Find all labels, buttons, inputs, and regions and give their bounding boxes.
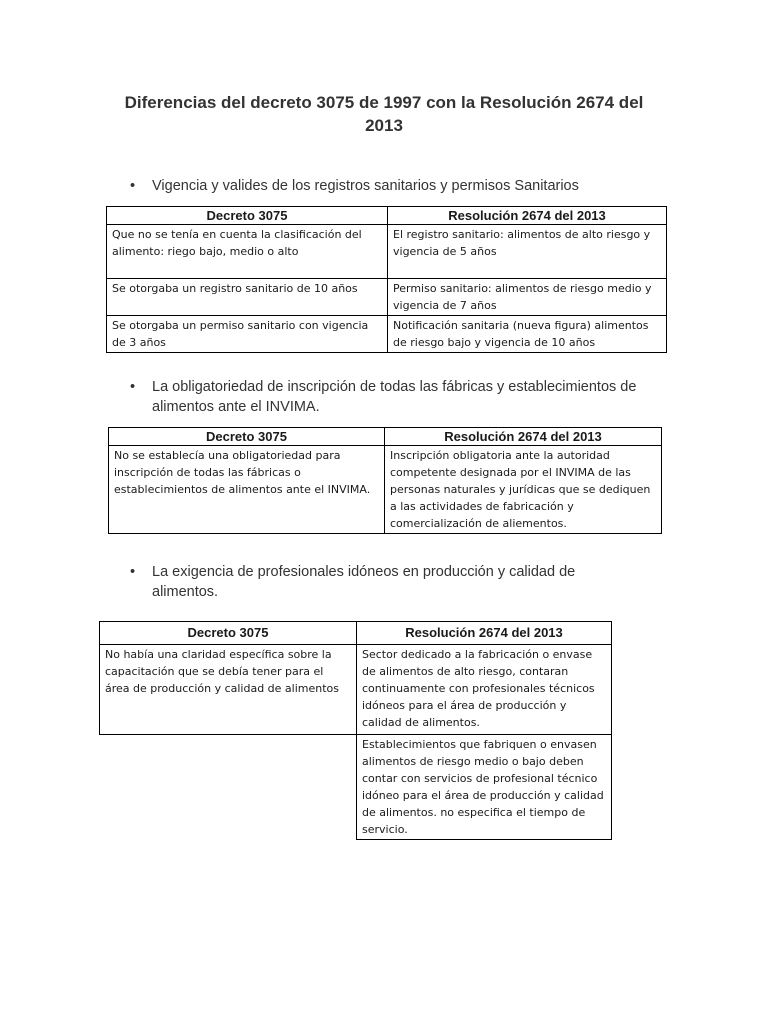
column-header: Resolución 2674 del 2013 <box>385 428 662 446</box>
table-row <box>109 446 662 534</box>
comparison-table <box>106 206 667 353</box>
table-cell: Permiso sanitario: alimentos de riesgo medio y vigencia de 7 años <box>388 279 667 316</box>
column-header: Resolución 2674 del 2013 <box>388 207 667 225</box>
table-row <box>100 735 612 840</box>
table-header-row <box>109 428 662 446</box>
bullet-icon: • <box>130 564 136 580</box>
bullet-text: Vigencia y valides de los registros sanitarios y permisos Sanitarios <box>152 178 579 194</box>
table-cell: El registro sanitario: alimentos de alto riesgo y vigencia de 5 años <box>388 225 667 279</box>
table-cell: Que no se tenía en cuenta la clasificación del alimento: riego bajo, medio o alto <box>107 225 388 279</box>
column-header: Decreto 3075 <box>109 428 385 446</box>
column-header: Resolución 2674 del 2013 <box>357 622 612 645</box>
bullet-item <box>130 562 590 602</box>
table-cell: No se establecía una obligatoriedad para inscripción de todas las fábricas o establecimientos de alimentos ante el INVIMA. <box>109 446 385 534</box>
table-cell: Establecimientos que fabriquen o envasen alimentos de riesgo medio o bajo deben contar con servicios de profesional técnico idóneo para el área de producción y calidad de alimentos. no especifica el tiempo de servicio. <box>357 735 612 840</box>
document-title: Diferencias del decreto 3075 de 1997 con la Resolución 2674 del 2013 <box>124 93 644 135</box>
table-row <box>100 645 612 735</box>
bullet-item <box>130 377 670 417</box>
table-header-row <box>107 207 667 225</box>
table-cell: Se otorgaba un permiso sanitario con vigencia de 3 años <box>107 316 388 353</box>
comparison-table <box>99 621 612 840</box>
table-cell: Notificación sanitaria (nueva figura) alimentos de riesgo bajo y vigencia de 10 años <box>388 316 667 353</box>
comparison-table <box>108 427 662 534</box>
table-row <box>107 225 667 279</box>
table-cell: Inscripción obligatoria ante la autoridad competente designada por el INVIMA de las personas naturales y jurídicas que se dediquen a las actividades de fabricación y comercialización de aliementos. <box>385 446 662 534</box>
table-cell: Sector dedicado a la fabricación o envase de alimentos de alto riesgo, contaran continuamente con profesionales técnicos idóneos para el área de producción y calidad de alimentos. <box>357 645 612 735</box>
table-cell-empty <box>100 735 357 840</box>
bullet-item <box>130 176 630 196</box>
table-cell: No había una claridad específica sobre la capacitación que se debía tener para el área de producción y calidad de alimentos <box>100 645 357 735</box>
table-header-row <box>100 622 612 645</box>
table-row <box>107 316 667 353</box>
table-row <box>107 279 667 316</box>
bullet-text: La exigencia de profesionales idóneos en producción y calidad de alimentos. <box>152 564 576 600</box>
table-cell: Se otorgaba un registro sanitario de 10 años <box>107 279 388 316</box>
bullet-icon: • <box>130 178 136 194</box>
column-header: Decreto 3075 <box>107 207 388 225</box>
bullet-icon: • <box>130 379 136 395</box>
bullet-text: La obligatoriedad de inscripción de todas las fábricas y establecimientos de alimentos ante el INVIMA. <box>152 379 637 415</box>
column-header: Decreto 3075 <box>100 622 357 645</box>
